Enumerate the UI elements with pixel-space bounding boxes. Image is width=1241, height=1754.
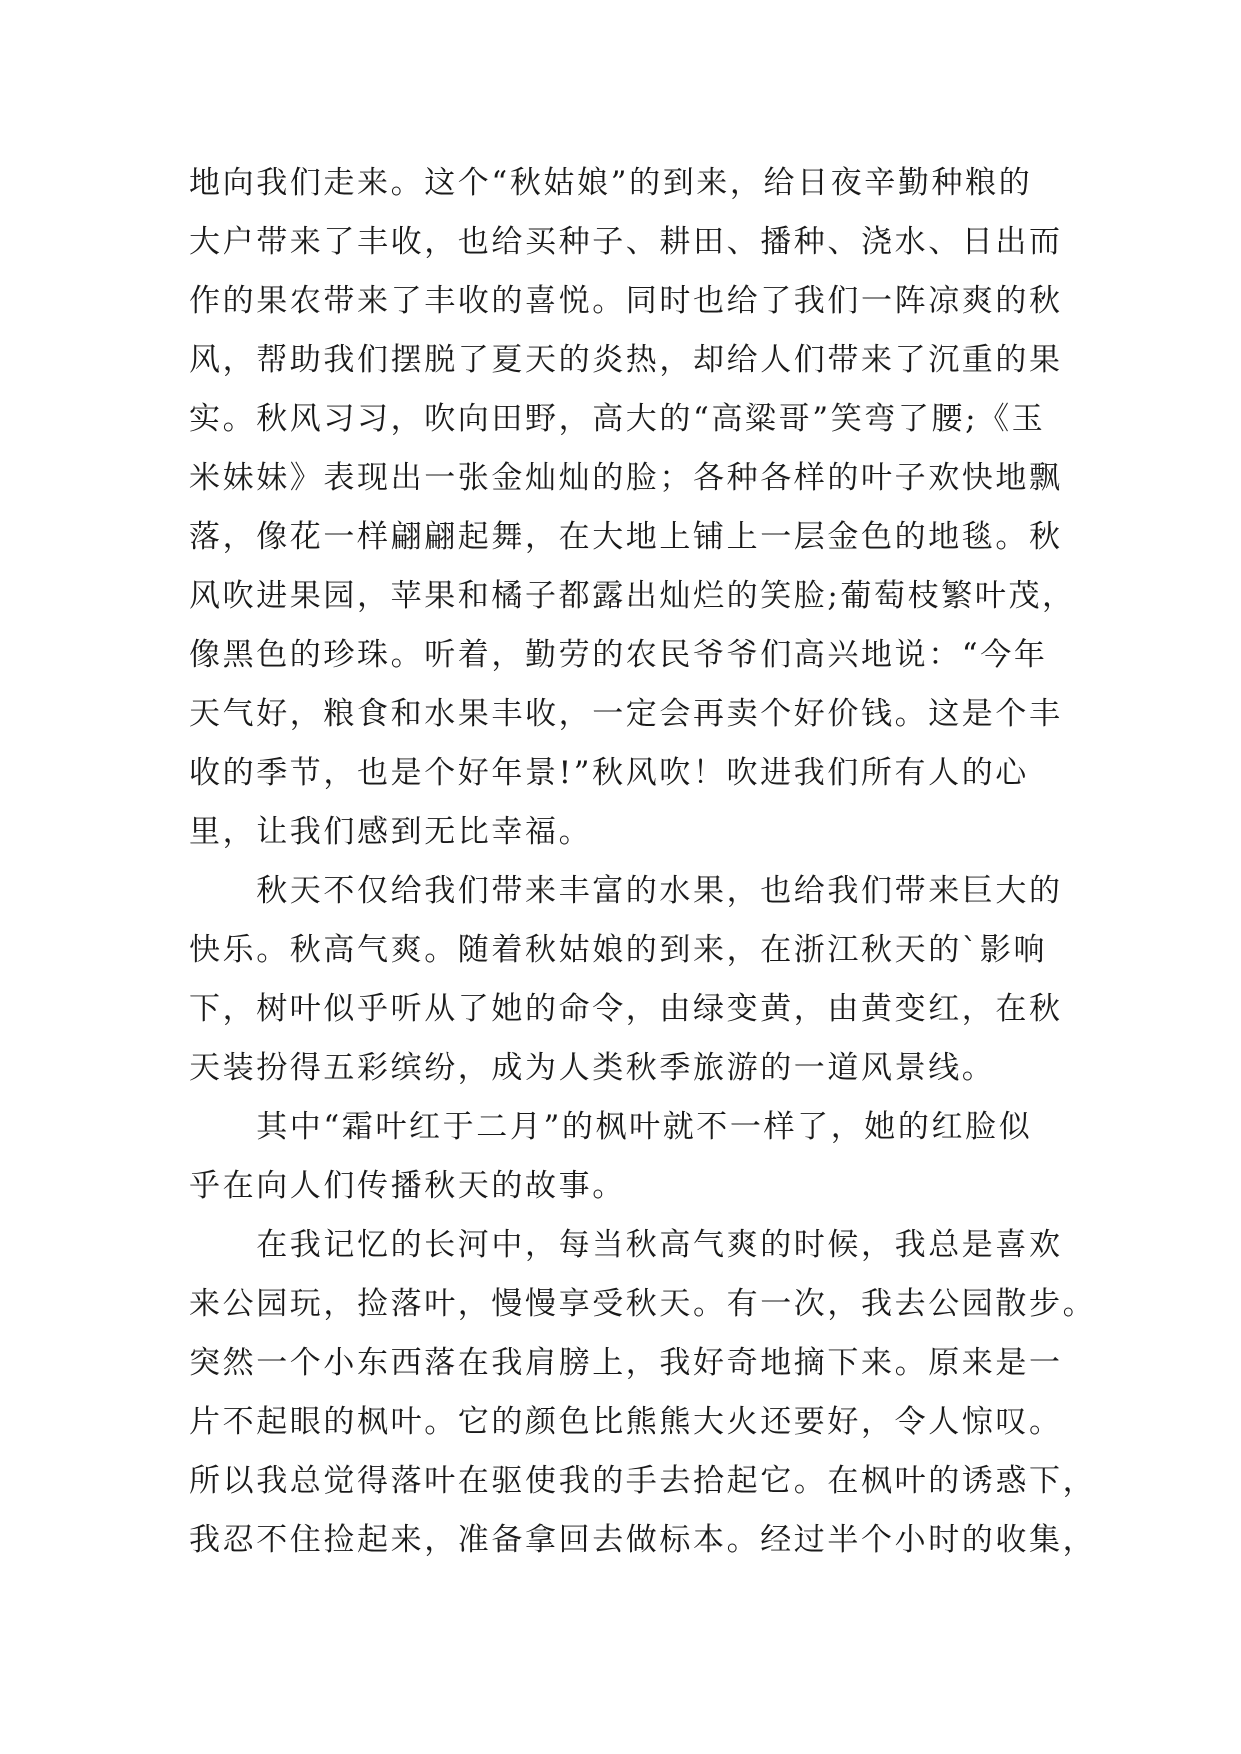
text-line: 像黑色的珍珠。听着，勤劳的农民爷爷们高兴地说：“今年 (189, 637, 1048, 673)
text-line: 风吹进果园，苹果和橘子都露出灿烂的笑脸;葡萄枝繁叶茂， (189, 578, 1076, 614)
text-line: 收的季节，也是个好年景!”秋风吹！吹进我们所有人的心 (189, 755, 1029, 791)
text-line: 突然一个小东西落在我肩膀上，我好奇地摘下来。原来是一 (189, 1345, 1063, 1381)
text-line: 米妹妹》表现出一张金灿灿的脸；各种各样的叶子欢快地飘 (189, 460, 1063, 496)
text-line: 天装扮得五彩缤纷，成为人类秋季旅游的一道风景线。 (189, 1050, 996, 1086)
text-line: 秋天不仅给我们带来丰富的水果，也给我们带来巨大的 (189, 873, 1063, 909)
text-line: 来公园玩，捡落叶，慢慢享受秋天。有一次，我去公园散步。 (189, 1286, 1097, 1322)
text-line: 所以我总觉得落叶在驱使我的手去拾起它。在枫叶的诱惑下， (189, 1463, 1097, 1499)
text-line: 里，让我们感到无比幸福。 (189, 814, 593, 850)
text-line: 下，树叶似乎听从了她的命令，由绿变黄，由黄变红，在秋 (189, 991, 1063, 1027)
text-line: 在我记忆的长河中，每当秋高气爽的时候，我总是喜欢 (189, 1227, 1063, 1263)
text-line: 落，像花一样翩翩起舞，在大地上铺上一层金色的地毯。秋 (189, 519, 1063, 555)
text-line: 其中“霜叶红于二月”的枫叶就不一样了，她的红脸似 (189, 1109, 1033, 1145)
text-line: 我忍不住捡起来，准备拿回去做标本。经过半个小时的收集， (189, 1522, 1097, 1558)
text-line: 风，帮助我们摆脱了夏天的炎热，却给人们带来了沉重的果 (189, 342, 1063, 378)
text-line: 快乐。秋高气爽。随着秋姑娘的到来，在浙江秋天的`影响 (189, 932, 1048, 968)
text-line: 作的果农带来了丰收的喜悦。同时也给了我们一阵凉爽的秋 (189, 283, 1063, 319)
text-line: 片不起眼的枫叶。它的颜色比熊熊大火还要好，令人惊叹。 (189, 1404, 1063, 1440)
text-line: 地向我们走来。这个“秋姑娘”的到来，给日夜辛勤种粮的 (189, 165, 1033, 201)
text-line: 天气好，粮食和水果丰收，一定会再卖个好价钱。这是个丰 (189, 696, 1063, 732)
essay-text (189, 154, 1097, 1570)
text-line: 实。秋风习习，吹向田野，高大的“高粱哥”笑弯了腰;《玉 (189, 401, 1046, 437)
text-line: 大户带来了丰收，也给买种子、耕田、播种、浇水、日出而 (189, 224, 1063, 260)
text-line: 乎在向人们传播秋天的故事。 (189, 1168, 626, 1204)
